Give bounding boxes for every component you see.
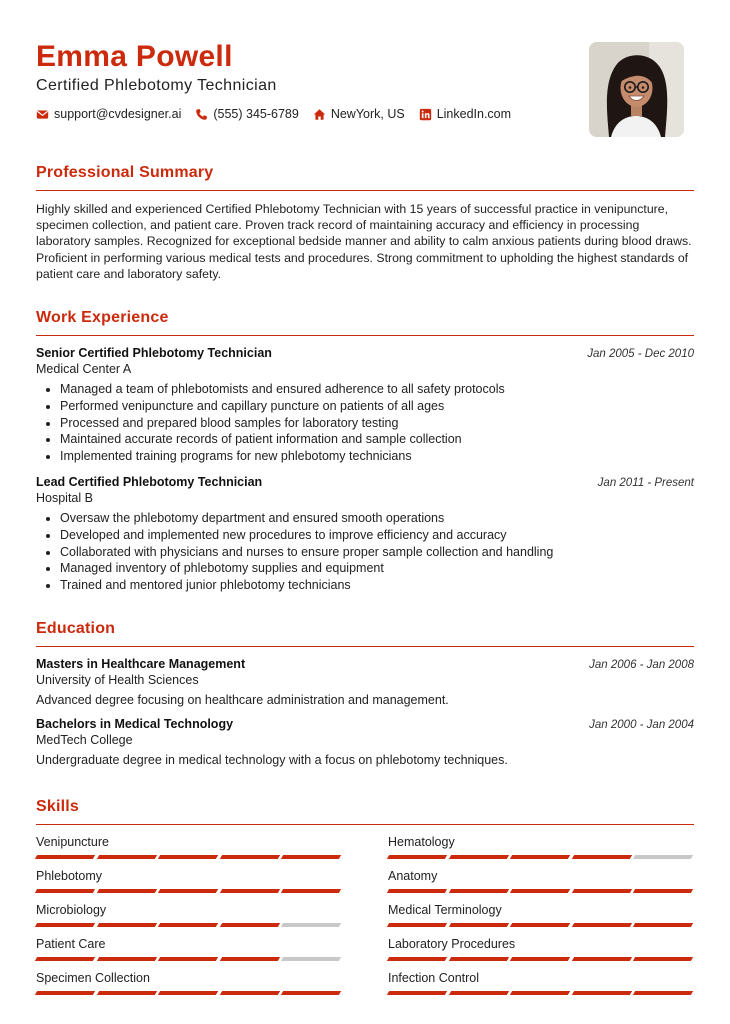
skill-segment-empty [281, 957, 341, 961]
skill-segment-filled [220, 889, 280, 893]
skill-level-bar [388, 923, 694, 927]
skill-item [36, 971, 342, 995]
skill-segment-filled [633, 889, 693, 893]
skill-item [36, 869, 342, 893]
degree-description: Advanced degree focusing on healthcare administration and management. [36, 693, 449, 707]
education-entry [36, 717, 694, 767]
skill-name: Medical Terminology [388, 903, 502, 917]
skill-segment-filled [220, 991, 280, 995]
skills-section [36, 798, 694, 995]
skill-segment-filled [96, 991, 156, 995]
skill-level-bar [36, 991, 342, 995]
skill-segment-filled [35, 889, 95, 893]
education-heading: Education [36, 620, 694, 647]
skill-item [388, 971, 694, 995]
work-entry [36, 346, 694, 465]
skill-name: Specimen Collection [36, 971, 150, 985]
resume-header [36, 40, 556, 121]
skill-segment-filled [387, 889, 447, 893]
work-section [36, 309, 694, 594]
skill-segment-filled [448, 957, 508, 961]
skill-segment-filled [448, 889, 508, 893]
degree-name: Masters in Healthcare Management [36, 657, 246, 671]
skill-segment-filled [158, 957, 218, 961]
job-org: Hospital B [36, 490, 93, 505]
degree-dates: Jan 2000 - Jan 2004 [589, 719, 694, 731]
skill-segment-filled [158, 991, 218, 995]
contact-email[interactable] [36, 107, 181, 121]
contact-linkedin[interactable] [419, 107, 511, 121]
skill-name: Venipuncture [36, 835, 109, 849]
skill-level-bar [388, 957, 694, 961]
list-item: • Oversaw the phlebotomy department and ensured smooth operations [60, 510, 694, 527]
education-entry [36, 657, 694, 707]
list-item: • Managed a team of phlebotomists and ensured adherence to all safety protocols [60, 381, 694, 398]
candidate-title: Certified Phlebotomy Technician [36, 77, 277, 94]
contact-phone[interactable] [195, 107, 298, 121]
skill-level-bar [388, 855, 694, 859]
degree-description: Undergraduate degree in medical technology with a focus on phlebotomy techniques. [36, 753, 508, 767]
skill-segment-filled [158, 855, 218, 859]
skill-segment-filled [510, 889, 570, 893]
skill-segment-filled [220, 923, 280, 927]
skill-segment-filled [572, 923, 632, 927]
degree-dates: Jan 2006 - Jan 2008 [589, 659, 694, 671]
skill-segment-filled [572, 957, 632, 961]
degree-name: Bachelors in Medical Technology [36, 717, 234, 731]
skill-segment-empty [633, 855, 693, 859]
skill-segment-filled [633, 991, 693, 995]
skill-segment-filled [510, 855, 570, 859]
skill-level-bar [36, 957, 342, 961]
list-item: • Implemented training programs for new phlebotomy technicians [60, 448, 694, 465]
skill-segment-filled [158, 923, 218, 927]
skill-item [388, 903, 694, 927]
list-item: • Managed inventory of phlebotomy supplies and equipment [60, 560, 694, 577]
skill-item [36, 835, 342, 859]
skill-item [36, 937, 342, 961]
skill-segment-filled [158, 889, 218, 893]
skill-level-bar [388, 889, 694, 893]
skill-segment-filled [448, 855, 508, 859]
skill-segment-filled [510, 991, 570, 995]
skill-segment-filled [281, 855, 341, 859]
skills-heading: Skills [36, 798, 694, 825]
summary-text: Highly skilled and experienced Certified Phlebotomy Technician with 15 years of successful practice in venipuncture, specimen collection, and patient care. Proven track record of maintaining accuracy and efficiency in processing laboratory samples. Recognized for exceptional bedside manner and ability to calm anxious patients during blood draws. Proficient in performing various medical tests and procedures. Strong commitment to upholding the highest standards of patient care and laboratory safety. [36, 202, 692, 281]
skill-item [388, 869, 694, 893]
skill-item [388, 937, 694, 961]
location-text: NewYork, US [330, 107, 405, 121]
skill-segment-filled [96, 855, 156, 859]
skill-name: Infection Control [388, 971, 480, 985]
skill-segment-filled [633, 957, 693, 961]
skills-grid [36, 835, 694, 995]
skill-name: Anatomy [388, 869, 438, 883]
list-item: • Maintained accurate records of patient information and sample collection [60, 431, 694, 448]
skill-level-bar [36, 923, 342, 927]
envelope-icon [36, 108, 49, 121]
skill-segment-filled [281, 991, 341, 995]
summary-section [36, 164, 694, 282]
skill-segment-filled [96, 889, 156, 893]
skill-segment-filled [387, 923, 447, 927]
skill-segment-filled [510, 923, 570, 927]
skill-item [388, 835, 694, 859]
skill-name: Microbiology [36, 903, 107, 917]
skill-segment-filled [35, 923, 95, 927]
list-item: • Processed and prepared blood samples for laboratory testing [60, 415, 694, 432]
contact-location [313, 107, 405, 121]
skill-segment-filled [220, 855, 280, 859]
linkedin-text: LinkedIn.com [436, 107, 512, 121]
profile-photo [589, 42, 684, 137]
job-bullets [60, 381, 694, 465]
list-item: • Developed and implemented new procedures to improve efficiency and accuracy [60, 527, 694, 544]
skill-level-bar [388, 991, 694, 995]
job-bullets [60, 510, 694, 594]
skill-segment-filled [387, 991, 447, 995]
skill-segment-filled [572, 889, 632, 893]
job-dates: Jan 2005 - Dec 2010 [587, 348, 694, 360]
skill-segment-filled [448, 991, 508, 995]
list-item: • Trained and mentored junior phlebotomy technicians [60, 577, 694, 594]
skill-segment-filled [220, 957, 280, 961]
skill-item [36, 903, 342, 927]
skill-name: Phlebotomy [36, 869, 103, 883]
skill-segment-filled [96, 923, 156, 927]
skill-segment-filled [35, 991, 95, 995]
skill-segment-filled [35, 855, 95, 859]
job-role: Senior Certified Phlebotomy Technician [36, 346, 272, 360]
job-dates: Jan 2011 - Present [597, 476, 694, 489]
list-item: • Performed venipuncture and capillary puncture on patients of all ages [60, 398, 694, 415]
skill-segment-filled [448, 923, 508, 927]
skill-segment-filled [572, 855, 632, 859]
phone-text: (555) 345-6789 [213, 107, 299, 121]
school-name: University of Health Sciences [36, 673, 199, 687]
work-heading: Work Experience [36, 309, 694, 336]
skill-segment-filled [96, 957, 156, 961]
skill-name: Hematology [388, 835, 455, 849]
skill-segment-filled [510, 957, 570, 961]
skill-segment-filled [633, 923, 693, 927]
linkedin-icon [419, 108, 432, 121]
skill-level-bar [36, 855, 342, 859]
list-item: • Collaborated with physicians and nurses to ensure proper sample collection and handling [60, 544, 694, 561]
job-org: Medical Center A [36, 362, 132, 376]
skill-name: Laboratory Procedures [388, 937, 516, 951]
job-role: Lead Certified Phlebotomy Technician [36, 474, 263, 489]
email-text: support@cvdesigner.ai [54, 107, 182, 121]
phone-icon [195, 108, 208, 121]
contact-row [36, 107, 556, 121]
school-name: MedTech College [36, 733, 133, 747]
skill-segment-filled [387, 957, 447, 961]
summary-heading: Professional Summary [36, 164, 694, 191]
skill-level-bar [36, 889, 342, 893]
education-section [36, 620, 694, 767]
skill-segment-empty [281, 923, 341, 927]
home-icon [313, 108, 326, 121]
skill-name: Patient Care [36, 937, 106, 951]
skill-segment-filled [387, 855, 447, 859]
skill-segment-filled [35, 957, 95, 961]
skill-segment-filled [281, 889, 341, 893]
work-entry [36, 475, 694, 594]
candidate-name: Emma Powell [36, 40, 233, 73]
skill-segment-filled [572, 991, 632, 995]
